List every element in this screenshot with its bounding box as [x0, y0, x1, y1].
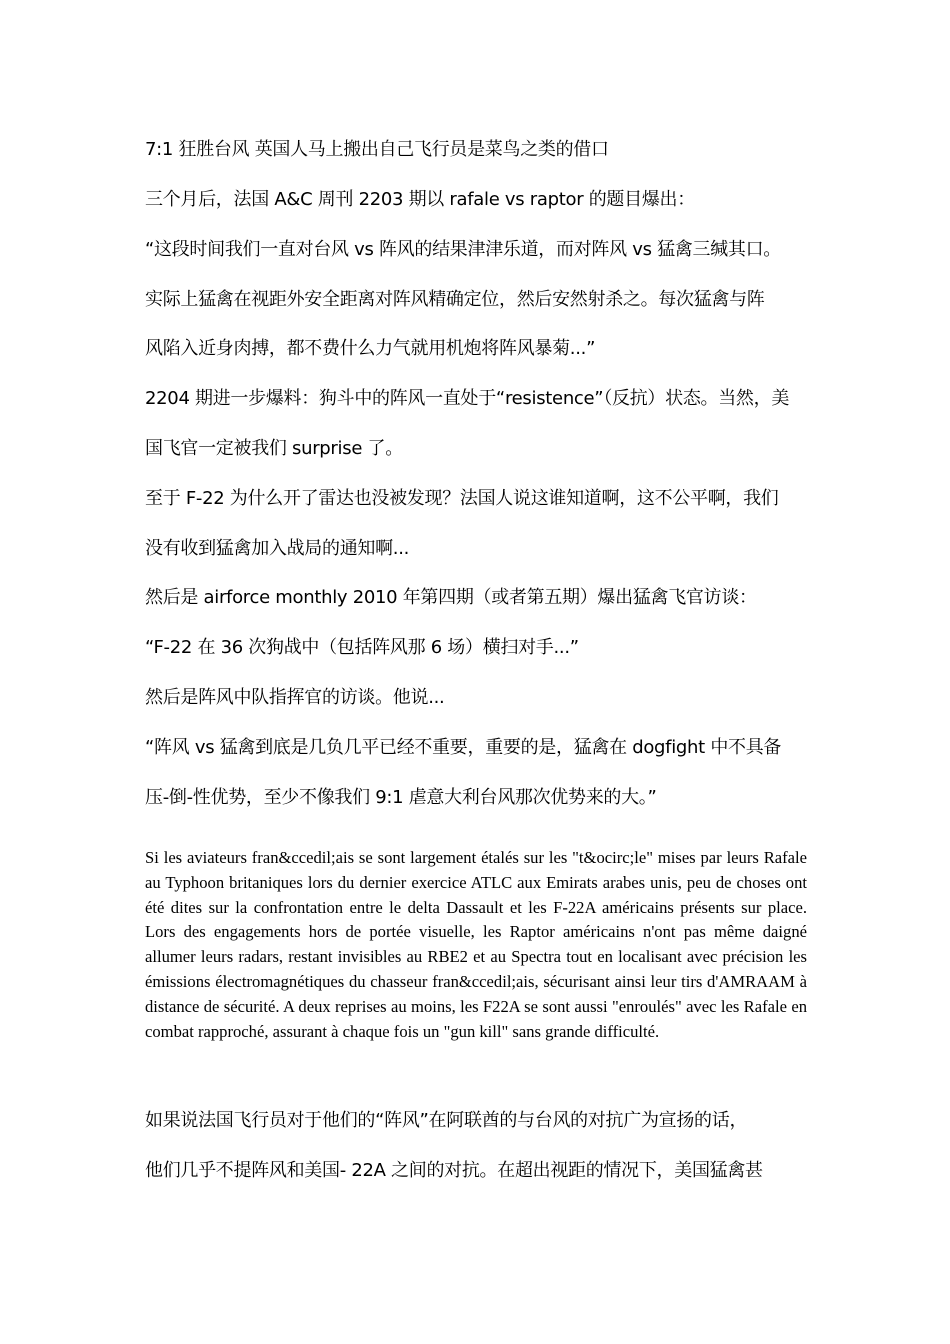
french-quote-paragraph: Si les aviateurs fran&ccedil;ais se sont largement étalés sur les "t&ocirc;le" mises par leurs Rafale au Typhoon britaniques lors du dernier exercice ATLC aux Emirats arabes unis, peu de choses ont été dites sur la confrontation entre le delta Dassault et les F-22A américains présents sur place. Lors des engagements hors de portée visuelle, les Raptor américains n'ont pas même daigné allumer leurs radars, restant invisibles au RBE2 et au Spectra tout en localisant avec précision les émissions électromagnétiques du chasseur fran&ccedil;ais, sécurisant ainsi leur tirs d'AMRAAM à distance de sécurité. A deux reprises au moins, les F22A se sont aussi "enroulés" avec les Rafale en combat rapproché, assurant à chaque fois un "gun kill" sans grande difficulté.	[145, 848, 807, 1041]
text-line: 没有收到猛禽加入战局的通知啊...	[145, 538, 410, 559]
text-line: “这段时间我们一直对台风 vs 阵风的结果津津乐道，而对阵风 vs 猛禽三缄其口。	[145, 239, 781, 260]
text-line: 他们几乎不提阵风和美国- 22A 之间的对抗。在超出视距的情况下，美国猛禽甚	[145, 1160, 763, 1181]
text-line: 2204 期进一步爆料：狗斗中的阵风一直处于“resistence”（反抗）状态。当然，美	[145, 388, 790, 409]
text-line: 如果说法国飞行员对于他们的“阵风”在阿联酋的与台风的对抗广为宣扬的话，	[145, 1110, 748, 1131]
text-line: 国飞官一定被我们 surprise 了。	[145, 438, 403, 459]
text-line: “F-22 在 36 次狗战中（包括阵风那 6 场）横扫对手...”	[145, 637, 579, 658]
text-line: 然后是阵风中队指挥官的访谈。他说...	[145, 687, 445, 708]
text-line: 7:1 狂胜台风 英国人马上搬出自己飞行员是菜鸟之类的借口	[145, 139, 609, 160]
text-line: 至于 F-22 为什么开了雷达也没被发现？法国人说这谁知道啊，这不公平啊，我们	[145, 488, 779, 509]
text-line: 然后是 airforce monthly 2010 年第四期（或者第五期）爆出猛禽飞官访谈：	[145, 587, 757, 608]
text-line: 压-倒-性优势，至少不像我们 9:1 虐意大利台风那次优势来的大。”	[145, 787, 657, 808]
text-line: “阵风 vs 猛禽到底是几负几平已经不重要，重要的是，猛禽在 dogfight 中不具备	[145, 737, 782, 758]
text-line: 三个月后，法国 A&C 周刊 2203 期以 rafale vs raptor 的题目爆出：	[145, 189, 695, 210]
text-line: 风陷入近身肉搏，都不费什么力气就用机炮将阵风暴菊...”	[145, 338, 596, 359]
text-line: 实际上猛禽在视距外安全距离对阵风精确定位，然后安然射杀之。每次猛禽与阵	[145, 289, 765, 310]
